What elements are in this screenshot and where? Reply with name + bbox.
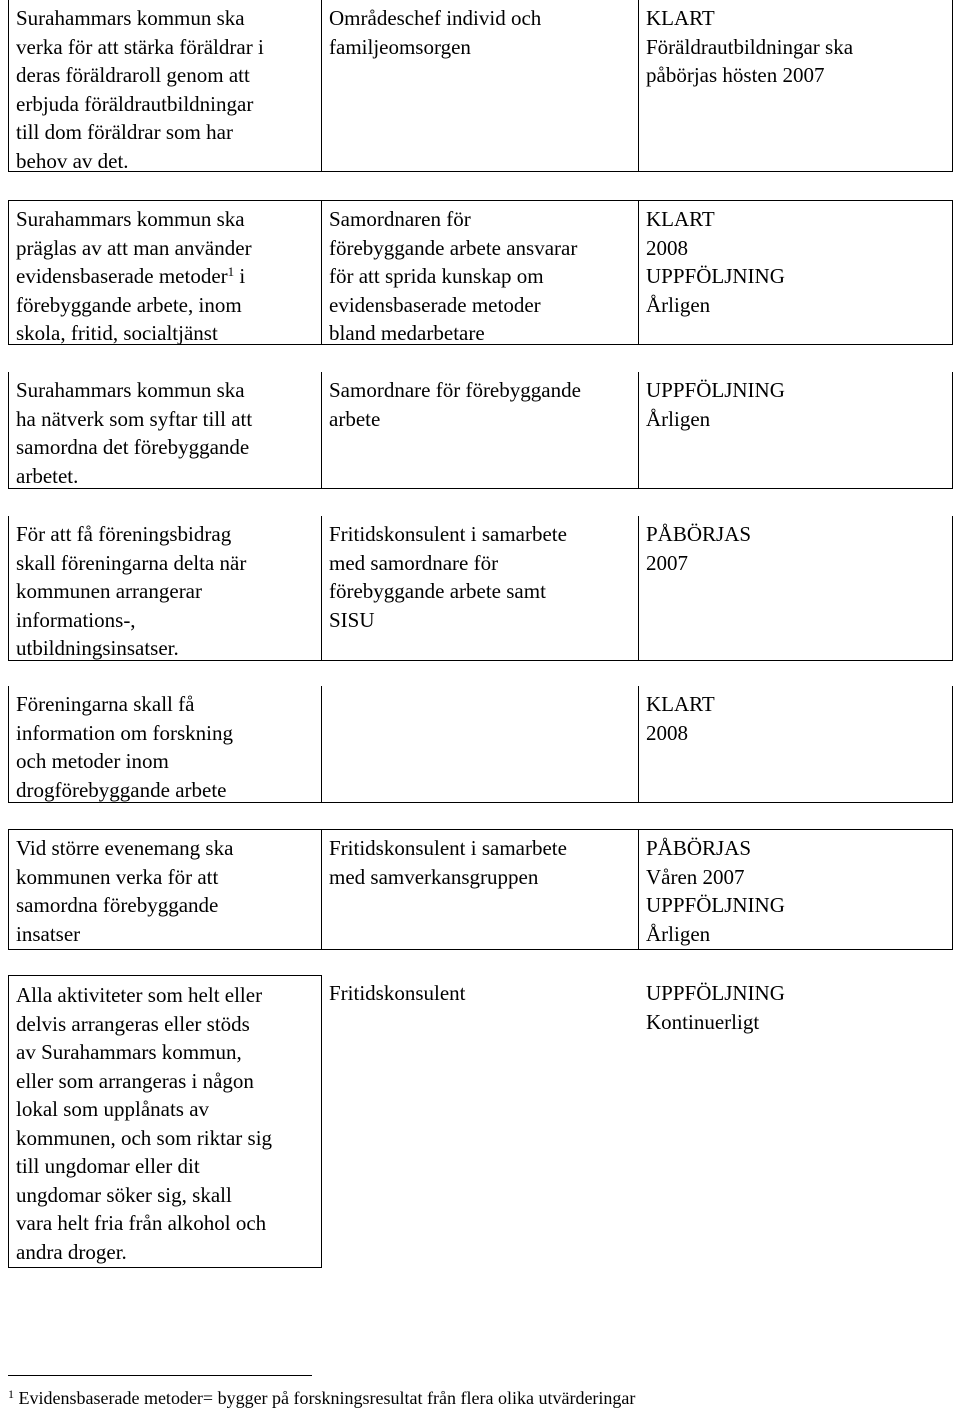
goal-cell [8,0,322,172]
goal-text: kommunen, och som riktar sig [16,1125,273,1150]
goal-text-part: evidensbaserade metoder [16,264,228,288]
goal-text: eller som arrangeras i någon [16,1068,254,1093]
goal-text: och metoder inom [16,749,169,773]
goal-text: skola, fritid, socialtjänst [16,321,218,345]
responsible-text: Samordnaren för [329,207,471,231]
status-cell [639,975,953,1268]
table-row [8,686,953,803]
goal-text: andra droger. [16,1239,127,1264]
status-cell [639,200,953,345]
goal-text: kommunen arrangerar [16,579,202,603]
goal-text: Surahammars kommun ska [16,207,245,231]
responsible-text: Fritidskonsulent i samarbete [329,522,567,546]
status-text: Kontinuerligt [646,1009,760,1034]
responsible-text: med samverkansgruppen [329,864,539,889]
goal-text: utbildningsinsatser. [16,636,179,660]
goal-text: präglas av att man använder [16,235,252,260]
goal-text: till ungdomar eller dit [16,1154,200,1178]
status-text: Föräldrautbildningar ska [646,34,854,59]
footnote-reference: 1 [227,264,235,279]
goal-text-part: i [234,264,246,288]
responsible-text: arbete [329,406,381,431]
goal-text: Föreningarna skall få [16,692,195,716]
goal-text: Vid större evenemang ska [16,836,234,860]
responsible-cell [322,200,639,345]
responsible-text: Områdeschef individ och [329,6,542,30]
goal-text: delvis arrangeras eller stöds [16,1011,250,1036]
footnote [8,1386,635,1410]
goal-text: Surahammars kommun ska [16,6,245,30]
goal-text: arbetet. [16,463,79,488]
status-text: Årligen [646,292,711,317]
goal-text: information om forskning [16,720,233,745]
status-text: 2007 [646,550,688,575]
status-text: UPPFÖLJNING [646,264,785,288]
responsible-text: förebyggande arbete samt [329,579,546,603]
responsible-text: familjeomsorgen [329,34,471,59]
table-row [8,975,953,1268]
responsible-text: för att sprida kunskap om [329,264,544,288]
goal-cell [8,372,322,489]
goal-cell [8,975,322,1268]
status-text: Årligen [646,921,711,946]
table-row [8,0,953,172]
responsible-cell [322,686,639,803]
goal-text: informations-, [16,607,136,632]
goal-text: ungdomar söker sig, skall [16,1182,232,1207]
goal-text: till dom föräldrar som har [16,120,233,144]
goal-text: deras föräldraroll genom att [16,63,250,87]
goal-text: erbjuda föräldrautbildningar [16,91,254,116]
goal-text: lokal som upplånats av [16,1097,210,1121]
footnote-number: 1 [8,1387,14,1401]
goal-text [16,262,314,291]
status-text: PÅBÖRJAS [646,522,752,546]
responsible-cell [322,975,639,1268]
goal-text: drogförebyggande arbete [16,777,227,802]
goal-text: skall föreningarna delta när [16,550,247,575]
status-text: KLART [646,6,715,30]
status-text: 2008 [646,235,688,260]
status-text: KLART [646,207,715,231]
status-cell [639,686,953,803]
responsible-text: med samordnare för [329,550,499,575]
responsible-text: Fritidskonsulent i samarbete [329,836,567,860]
status-text: Årligen [646,406,711,431]
goal-text: vara helt fria från alkohol och [16,1211,267,1235]
goal-text: samordna förebyggande [16,893,219,917]
goal-text: insatser [16,921,81,946]
goal-text: förebyggande arbete, inom [16,292,242,317]
responsible-cell [322,829,639,950]
goal-text: av Surahammars kommun, [16,1040,242,1064]
goal-text: verka för att stärka föräldrar i [16,34,264,59]
goal-text: behov av det. [16,148,129,173]
table-row [8,829,953,950]
goal-cell [8,686,322,803]
status-text: KLART [646,692,715,716]
responsible-text: SISU [329,607,375,632]
goal-cell [8,200,322,345]
goal-cell [8,829,322,950]
goal-text: Alla aktiviteter som helt eller [16,983,263,1007]
status-text: UPPFÖLJNING [646,378,785,402]
responsible-text: Samordnare för förebyggande [329,378,581,402]
goal-cell [8,516,322,661]
status-text: påbörjas hösten 2007 [646,63,825,87]
goal-text: Surahammars kommun ska [16,378,245,402]
responsible-text: förebyggande arbete ansvarar [329,235,578,260]
table-row [8,372,953,489]
goal-text: För att få föreningsbidrag [16,522,232,546]
responsible-text: Fritidskonsulent [329,981,466,1005]
goal-text: ha nätverk som syftar till att [16,406,253,431]
goal-text: samordna det förebyggande [16,435,250,459]
footnote-text: Evidensbaserade metoder= bygger på forskningsresultat från flera olika utvärderingar [14,1388,636,1408]
status-cell [639,516,953,661]
status-text: Våren 2007 [646,864,745,889]
table-row [8,516,953,661]
status-cell [639,829,953,950]
status-text: UPPFÖLJNING [646,893,785,917]
responsible-cell [322,516,639,661]
table-row [8,200,953,345]
status-text: 2008 [646,720,688,745]
responsible-cell [322,372,639,489]
responsible-text: evidensbaserade metoder [329,292,541,317]
footnote-separator [8,1375,312,1376]
status-text: PÅBÖRJAS [646,836,752,860]
goal-text: kommunen verka för att [16,864,219,889]
responsible-cell [322,0,639,172]
responsible-text: bland medarbetare [329,321,485,345]
status-cell [639,372,953,489]
status-text: UPPFÖLJNING [646,981,785,1005]
status-cell [639,0,953,172]
